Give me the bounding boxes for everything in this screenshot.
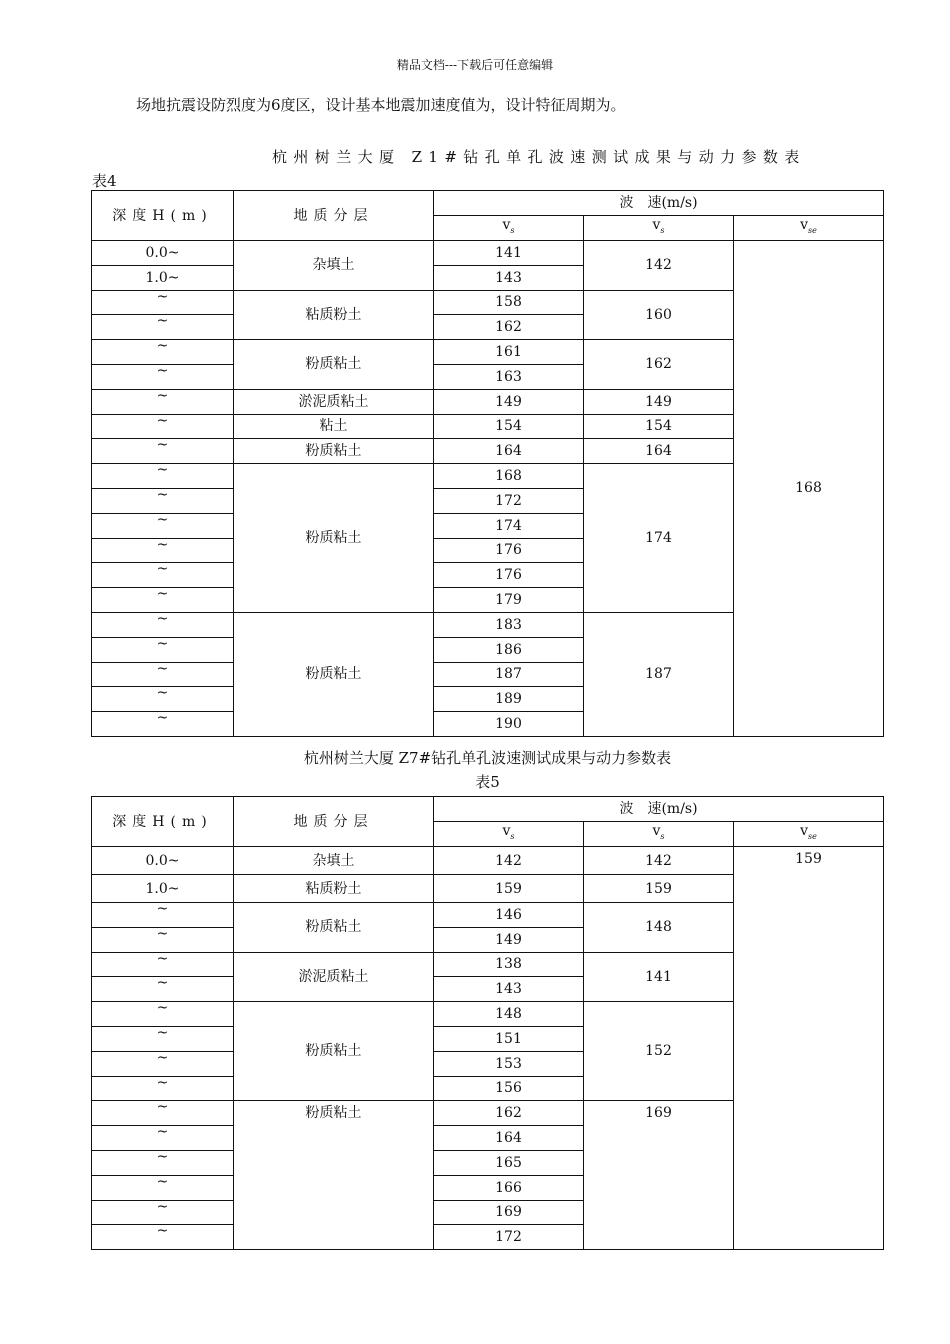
depth-header: 深度H(m) — [92, 191, 234, 241]
layer-cell: 粉质粘土 — [234, 1101, 434, 1250]
vs-cell: 154 — [434, 414, 584, 439]
table5-caption: 杭州树兰大厦 Z7#钻孔单孔波速测试成果与动力参数表 — [303, 749, 672, 767]
depth-cell: ~ — [92, 687, 234, 712]
vs-cell: 183 — [434, 612, 584, 637]
depth-cell: ~ — [92, 389, 234, 414]
vse-header: $v_{se}$ — [734, 216, 884, 241]
vs-cell: 174 — [434, 513, 584, 538]
depth-cell: ~ — [92, 712, 234, 737]
vs-avg-header: $v_s$ — [584, 216, 734, 241]
layer-cell: 杂填土 — [234, 847, 434, 875]
vs-cell: 148 — [434, 1002, 584, 1027]
vs-cell: 153 — [434, 1051, 584, 1076]
vs-cell: 163 — [434, 364, 584, 389]
layer-cell: 粘土 — [234, 414, 434, 439]
table4-label: 表4 — [92, 172, 117, 190]
depth-cell: 1.0~ — [92, 875, 234, 903]
depth-cell: ~ — [92, 977, 234, 1002]
vs-cell: 172 — [434, 1225, 584, 1250]
vs-cell: 143 — [434, 977, 584, 1002]
depth-cell: ~ — [92, 290, 234, 315]
vs-cell: 149 — [434, 927, 584, 952]
layer-cell: 杂填土 — [234, 241, 434, 291]
vse-cell: 159 — [734, 847, 884, 1250]
vs-cell: 162 — [434, 1101, 584, 1126]
vs-avg-cell: 152 — [584, 1002, 734, 1101]
depth-cell: ~ — [92, 538, 234, 563]
vs-cell: 141 — [434, 241, 584, 266]
layer-header: 地质分层 — [234, 797, 434, 847]
depth-cell: ~ — [92, 340, 234, 365]
table5 — [91, 796, 884, 1250]
vs-cell: 172 — [434, 488, 584, 513]
table5-label: 表5 — [475, 773, 500, 791]
layer-cell: 粉质粘土 — [234, 464, 434, 613]
depth-cell: ~ — [92, 1126, 234, 1151]
vs-cell: 156 — [434, 1076, 584, 1101]
depth-cell: ~ — [92, 488, 234, 513]
depth-cell: ~ — [92, 1200, 234, 1225]
vs-cell: 158 — [434, 290, 584, 315]
depth-cell: ~ — [92, 1002, 234, 1027]
vs-header: $v_s$ — [434, 216, 584, 241]
vs-avg-cell: 142 — [584, 847, 734, 875]
vs-cell: 168 — [434, 464, 584, 489]
layer-cell: 淤泥质粘土 — [234, 389, 434, 414]
vs-cell: 151 — [434, 1026, 584, 1051]
vs-avg-cell: 164 — [584, 439, 734, 464]
depth-cell: ~ — [92, 927, 234, 952]
layer-cell: 粉质粘土 — [234, 340, 434, 390]
vs-cell: 161 — [434, 340, 584, 365]
vs-avg-cell: 159 — [584, 875, 734, 903]
depth-cell: 0.0~ — [92, 241, 234, 266]
vs-cell: 149 — [434, 389, 584, 414]
vs-avg-cell: 148 — [584, 903, 734, 953]
intro-paragraph: 场地抗震设防烈度为6度区，设计基本地震加速度值为，设计特征周期为。 — [136, 96, 626, 114]
vs-cell: 190 — [434, 712, 584, 737]
depth-cell: ~ — [92, 903, 234, 928]
depth-cell: ~ — [92, 439, 234, 464]
vs-cell: 176 — [434, 538, 584, 563]
depth-cell: ~ — [92, 1150, 234, 1175]
vs-cell: 162 — [434, 315, 584, 340]
depth-cell: ~ — [92, 952, 234, 977]
vs-cell: 169 — [434, 1200, 584, 1225]
table4-caption: 杭州树兰大厦 Z1#钻孔单孔波速测试成果与动力参数表 — [272, 148, 806, 166]
speed-header: 波 速(m/s) — [434, 191, 884, 216]
vs-cell: 164 — [434, 439, 584, 464]
vs-avg-cell: 142 — [584, 241, 734, 291]
depth-cell: ~ — [92, 588, 234, 613]
vs-avg-cell: 149 — [584, 389, 734, 414]
vs-cell: 159 — [434, 875, 584, 903]
depth-cell: 0.0~ — [92, 847, 234, 875]
vs-header: $v_s$ — [434, 822, 584, 847]
vs-cell: 142 — [434, 847, 584, 875]
vs-avg-cell: 154 — [584, 414, 734, 439]
vse-header: $v_{se}$ — [734, 822, 884, 847]
layer-cell: 粘质粉土 — [234, 290, 434, 340]
depth-cell: ~ — [92, 315, 234, 340]
layer-cell: 粉质粘土 — [234, 439, 434, 464]
depth-cell: ~ — [92, 1026, 234, 1051]
depth-cell: ~ — [92, 612, 234, 637]
layer-cell: 粉质粘土 — [234, 612, 434, 736]
layer-cell: 粘质粉土 — [234, 875, 434, 903]
depth-cell: ~ — [92, 1051, 234, 1076]
vs-avg-header: $v_s$ — [584, 822, 734, 847]
layer-header: 地质分层 — [234, 191, 434, 241]
layer-cell: 粉质粘土 — [234, 1002, 434, 1101]
vs-avg-cell: 187 — [584, 612, 734, 736]
depth-cell: 1.0~ — [92, 265, 234, 290]
depth-cell: ~ — [92, 1076, 234, 1101]
table4 — [91, 190, 884, 737]
depth-cell: ~ — [92, 1175, 234, 1200]
layer-cell: 淤泥质粘土 — [234, 952, 434, 1002]
vs-cell: 138 — [434, 952, 584, 977]
depth-cell: ~ — [92, 1225, 234, 1250]
page-header: 精品文档---下载后可任意编辑 — [396, 58, 554, 72]
depth-cell: ~ — [92, 513, 234, 538]
depth-cell: ~ — [92, 563, 234, 588]
vs-cell: 186 — [434, 637, 584, 662]
vs-cell: 189 — [434, 687, 584, 712]
depth-cell: ~ — [92, 414, 234, 439]
depth-cell: ~ — [92, 1101, 234, 1126]
vs-cell: 143 — [434, 265, 584, 290]
depth-cell: ~ — [92, 464, 234, 489]
vs-cell: 146 — [434, 903, 584, 928]
depth-cell: ~ — [92, 662, 234, 687]
vs-avg-cell: 160 — [584, 290, 734, 340]
vs-cell: 166 — [434, 1175, 584, 1200]
vs-avg-cell: 169 — [584, 1101, 734, 1250]
vs-cell: 187 — [434, 662, 584, 687]
depth-cell: ~ — [92, 364, 234, 389]
vs-avg-cell: 162 — [584, 340, 734, 390]
speed-header: 波 速(m/s) — [434, 797, 884, 822]
vse-cell: 168 — [734, 241, 884, 737]
vs-cell: 179 — [434, 588, 584, 613]
vs-avg-cell: 141 — [584, 952, 734, 1002]
depth-cell: ~ — [92, 637, 234, 662]
vs-cell: 164 — [434, 1126, 584, 1151]
depth-header: 深度H(m) — [92, 797, 234, 847]
vs-avg-cell: 174 — [584, 464, 734, 613]
layer-cell: 粉质粘土 — [234, 903, 434, 953]
vs-cell: 176 — [434, 563, 584, 588]
vs-cell: 165 — [434, 1150, 584, 1175]
